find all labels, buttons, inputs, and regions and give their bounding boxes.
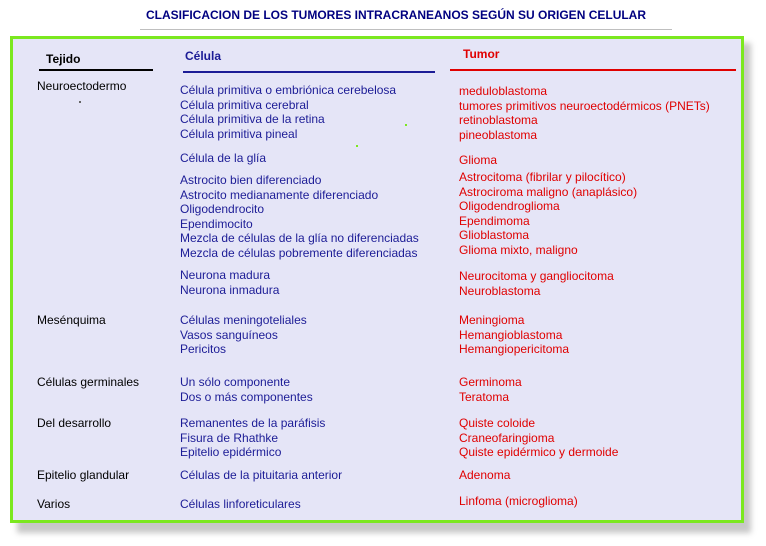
tumor-item: Teratoma [459,389,510,404]
tumor-item: meduloblastoma [459,84,548,98]
cell-item: Célula primitiva pineal [180,126,298,141]
tumor-group [459,84,710,142]
stray-dot [356,145,358,147]
cell-item: Células de la pituitaria anterior [180,468,343,482]
tumor-item: Astrociroma maligno (anaplásico) [459,184,638,199]
tumor-item: Oligodendroglioma [459,199,560,213]
tumor-item: Glioblastoma [459,228,530,242]
stray-dot [405,124,407,126]
tumor-group [459,416,618,460]
tissue-desarrollo: Del desarrollo [37,416,112,430]
header-celula: Célula [185,49,222,63]
tumor-item: Glioma [459,153,498,167]
cell-item: Célula primitiva de la retina [180,112,325,126]
cell-item: Mezcla de células pobremente diferenciadas [180,245,418,260]
tumor-group [459,313,569,357]
cell-group [180,313,307,357]
cell-item: Remanentes de la paráfisis [180,416,326,430]
cell-group [180,268,279,297]
cell-item: Célula primitiva cerebral [180,97,309,112]
cell-item: Astrocito bien diferenciado [180,173,322,187]
cell-item: Neurona madura [180,268,271,282]
classification-table [10,36,744,523]
cell-item: Células meningoteliales [180,313,307,327]
tumor-item: Germinoma [459,375,522,389]
tissue-varios: Varios [37,497,71,511]
title-underline [140,29,672,30]
cell-item: Dos o más componentes [180,389,313,404]
cell-item: Pericitos [180,342,227,356]
tumor-item: tumores primitivos neuroectodérmicos (PNETs) [459,98,710,113]
tumor-item: Astrocitoma (fibrilar y pilocítico) [459,170,626,184]
header-tumor: Tumor [463,47,500,61]
tumor-item: Craneofaringioma [459,430,555,445]
tumor-group [459,269,614,298]
tumor-group [459,375,522,404]
tumor-item: retinoblastoma [459,113,538,127]
tumor-item: Hemangiopericitoma [459,342,570,356]
tumor-item: Neuroblastoma [459,283,541,298]
cell-item: Células linforeticulares [180,497,301,511]
cell-item: Célula de la glía [180,151,267,165]
cell-group [180,375,313,404]
tumor-item: Adenoma [459,468,511,482]
header-rule-celula [183,71,435,73]
cell-item: Un sólo componente [180,375,291,389]
tumor-item: Quiste coloide [459,416,536,430]
header-tejido: Tejido [46,52,81,66]
tissue-germinales: Células germinales [37,375,140,389]
tumor-item: Glioma mixto, maligno [459,242,578,257]
tissue-mesenquima: Mesénquima [37,313,106,327]
cell-item: Astrocito medianamente diferenciado [180,187,379,202]
tumor-group [459,170,637,257]
cell-item: Vasos sanguíneos [180,327,278,342]
page-title: CLASIFICACION DE LOS TUMORES INTRACRANEANOS SEGÚN SU ORIGEN CELULAR [146,8,647,22]
cell-item: Neurona inmadura [180,282,280,297]
tumor-item: Quiste epidérmico y dermoide [459,445,619,459]
cell-group [180,173,419,260]
tumor-item: Neurocitoma y gangliocitoma [459,269,614,283]
cell-item: Ependimocito [180,216,253,231]
header-rule-tejido [39,69,153,71]
tumor-item: Ependimoma [459,213,530,228]
cell-item: Célula primitiva o embriónica cerebelosa [180,83,397,97]
cell-item: Fisura de Rhathke [180,430,279,445]
tumor-item: pineoblastoma [459,127,538,142]
cell-group [180,416,325,460]
cell-item: Mezcla de células de la glía no diferenciadas [180,231,419,245]
tumor-item: Hemangioblastoma [459,327,563,342]
tissue-neuroectodermo: Neuroectodermo [37,79,127,93]
cell-item: Oligodendrocito [180,202,265,216]
cell-item: Epitelio epidérmico [180,445,282,459]
cell-group [180,83,396,141]
tumor-item: Linfoma (microglioma) [459,494,578,508]
tumor-item: Meningioma [459,313,525,327]
stray-dot [79,101,81,103]
header-rule-tumor [450,69,736,71]
tissue-epitelio: Epitelio glandular [37,468,130,482]
